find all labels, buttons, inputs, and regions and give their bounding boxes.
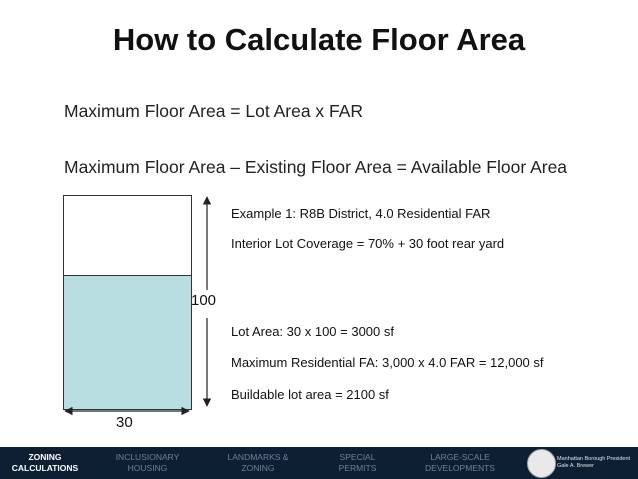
- coverage-note: Interior Lot Coverage = 70% + 30 foot rear yard: [231, 236, 505, 251]
- tab-label: LARGE-SCALE DEVELOPMENTS: [425, 452, 495, 473]
- buildable-note: Buildable lot area = 2100 sf: [231, 387, 389, 402]
- rear-yard-area: [63, 195, 192, 276]
- footer-nav: [0, 447, 638, 479]
- tab-zoning-calculations[interactable]: [0, 447, 90, 479]
- tab-label: INCLUSIONARY HOUSING: [115, 452, 180, 473]
- depth-label: 100: [191, 292, 217, 309]
- example-note: Example 1: R8B District, 4.0 Residential FAR: [231, 206, 491, 221]
- width-label: 30: [116, 414, 133, 431]
- tab-landmarks-zoning[interactable]: [213, 447, 303, 479]
- tab-label: SPECIAL PERMITS: [338, 452, 377, 473]
- tab-label: ZONING CALCULATIONS: [11, 452, 79, 473]
- tab-label: LANDMARKS & ZONING: [227, 452, 289, 473]
- lot-area-note: Lot Area: 30 x 100 = 3000 sf: [231, 324, 394, 339]
- brand-line-1: Manhattan Borough President: [557, 456, 631, 462]
- max-residential-note: Maximum Residential FA: 3,000 x 4.0 FAR = 12,000 sf: [231, 355, 544, 370]
- tab-large-scale-developments[interactable]: [415, 447, 505, 479]
- page-title: How to Calculate Floor Area: [112, 22, 526, 57]
- tab-inclusionary-housing[interactable]: [100, 447, 195, 479]
- brand-block: [557, 456, 630, 470]
- max-floor-area-formula: Maximum Floor Area = Lot Area x FAR: [64, 101, 364, 121]
- borough-seal-icon: [527, 449, 556, 478]
- tab-special-permits[interactable]: [320, 447, 395, 479]
- buildable-area: [63, 275, 192, 410]
- available-floor-area-formula: Maximum Floor Area – Existing Floor Area = Available Floor Area: [64, 157, 568, 177]
- brand-line-2: Gale A. Brewer: [557, 463, 594, 469]
